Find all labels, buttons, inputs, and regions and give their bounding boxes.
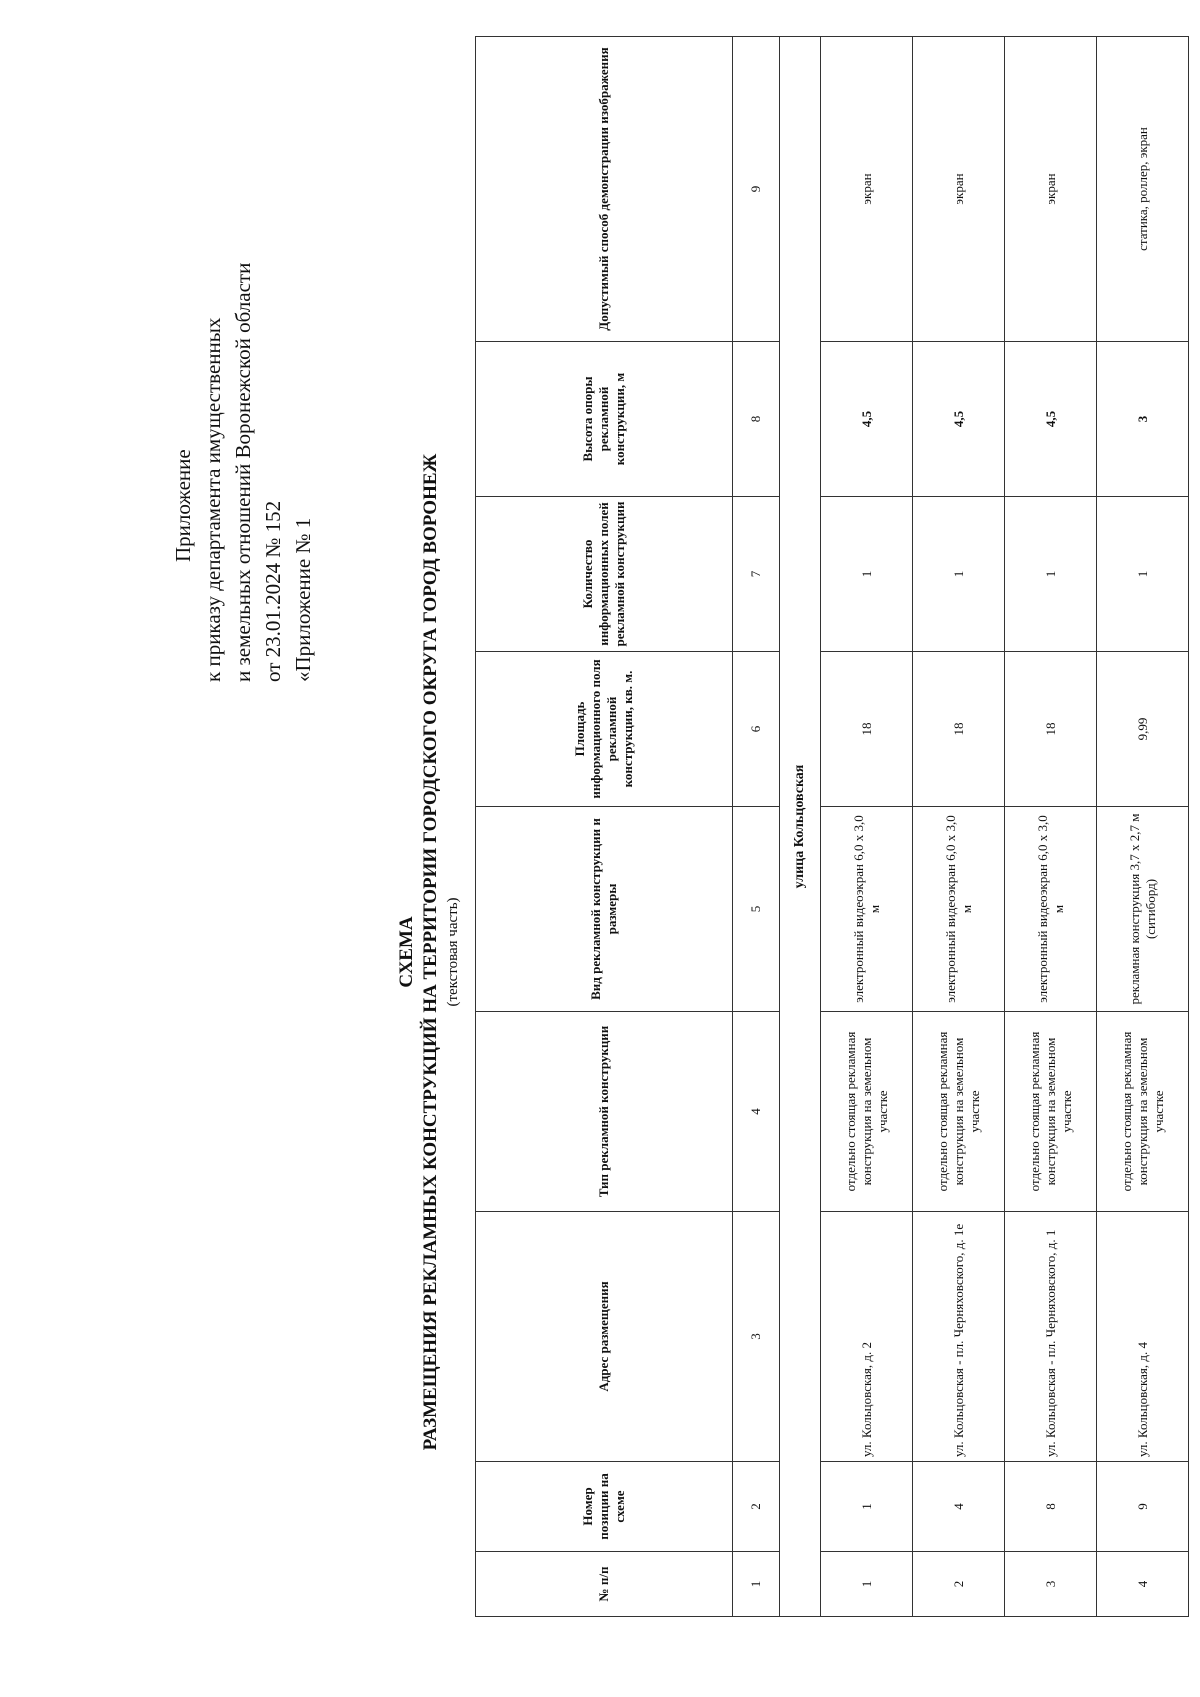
column-number: 4 [733, 1012, 780, 1212]
header-cell: Допустимый способ демонстрации изображения [476, 37, 733, 342]
row-fields: 1 [913, 497, 1005, 652]
row-height: 4,5 [913, 342, 1005, 497]
row-display: экран [821, 37, 913, 342]
row-type: отдельно стоящая рекламная конструкция на земельном участке [821, 1012, 913, 1212]
section-title: улица Кольцовская [780, 37, 821, 1617]
header-cell: Тип рекламной конструкции [476, 1012, 733, 1212]
appendix-line: от 23.01.2024 № 152 [261, 500, 285, 682]
row-type: отдельно стоящая рекламная конструкция на земельном участке [1097, 1012, 1189, 1212]
row-index: 1 [821, 1552, 913, 1617]
row-display: экран [913, 37, 1005, 342]
header-cell: Вид рекламной конструкции и размеры [476, 807, 733, 1012]
row-area: 18 [821, 652, 913, 807]
row-kind: электронный видеоэкран 6,0 х 3,0 м [913, 807, 1005, 1012]
row-address: ул. Кольцовская - пл. Черняховского, д. 1 [1005, 1212, 1097, 1462]
appendix-line: «Приложение № 1 [291, 517, 315, 682]
table-row [1005, 37, 1097, 1617]
row-position: 9 [1097, 1462, 1189, 1552]
heading-note: (текстовая часть) [445, 897, 461, 1007]
table-row [913, 37, 1005, 1617]
header-row [476, 37, 733, 1617]
appendix-line: Приложение [171, 449, 195, 562]
row-area: 9,99 [1097, 652, 1189, 807]
row-fields: 1 [821, 497, 913, 652]
row-position: 4 [913, 1462, 1005, 1552]
header-cell: № п/п [476, 1552, 733, 1617]
row-kind: электронный видеоэкран 6,0 х 3,0 м [821, 807, 913, 1012]
column-number: 8 [733, 342, 780, 497]
column-number: 7 [733, 497, 780, 652]
row-fields: 1 [1005, 497, 1097, 652]
header-cell: Номер позиции на схеме [476, 1462, 733, 1552]
column-number: 6 [733, 652, 780, 807]
row-kind: электронный видеоэкран 6,0 х 3,0 м [1005, 807, 1097, 1012]
document-heading [395, 267, 463, 1637]
header-cell: Адрес размещения [476, 1212, 733, 1462]
row-height: 4,5 [1005, 342, 1097, 497]
column-number: 9 [733, 37, 780, 342]
column-number: 3 [733, 1212, 780, 1462]
row-area: 18 [913, 652, 1005, 807]
column-number: 1 [733, 1552, 780, 1617]
row-address: ул. Кольцовская, д. 4 [1097, 1212, 1189, 1462]
row-position: 8 [1005, 1462, 1097, 1552]
appendix-note [168, 122, 318, 682]
appendix-line: и земельных отношений Воронежской области [231, 262, 255, 682]
row-fields: 1 [1097, 497, 1189, 652]
heading-title: СХЕМА [396, 916, 417, 988]
section-row [780, 37, 821, 1617]
row-display: экран [1005, 37, 1097, 342]
row-index: 4 [1097, 1552, 1189, 1617]
row-height: 4,5 [821, 342, 913, 497]
heading-subtitle: РАЗМЕЩЕНИЯ РЕКЛАМНЫХ КОНСТРУКЦИЙ НА ТЕРРИТОРИИ ГОРОДСКОГО ОКРУГА ГОРОД ВОРОНЕЖ [420, 453, 441, 1451]
column-number: 5 [733, 807, 780, 1012]
row-index: 2 [913, 1552, 1005, 1617]
row-type: отдельно стоящая рекламная конструкция на земельном участке [1005, 1012, 1097, 1212]
appendix-line: к приказу департамента имущественных [201, 317, 225, 682]
column-number-row [733, 37, 780, 1617]
row-address: ул. Кольцовская - пл. Черняховского, д. 1е [913, 1212, 1005, 1462]
row-type: отдельно стоящая рекламная конструкция на земельном участке [913, 1012, 1005, 1212]
table-row [821, 37, 913, 1617]
header-cell: Площадь информационного поля рекламной конструкции, кв. м. [476, 652, 733, 807]
row-position: 1 [821, 1462, 913, 1552]
row-area: 18 [1005, 652, 1097, 807]
header-cell: Высота опоры рекламной конструкции, м [476, 342, 733, 497]
row-display: статика, роллер, экран [1097, 37, 1189, 342]
row-address: ул. Кольцовская, д. 2 [821, 1212, 913, 1462]
placement-table [475, 36, 1189, 1617]
table-row [1097, 37, 1189, 1617]
row-height: 3 [1097, 342, 1189, 497]
header-cell: Количество информационных полей рекламной конструкции [476, 497, 733, 652]
row-kind: рекламная конструкция 3,7 х 2,7 м (ситиборд) [1097, 807, 1189, 1012]
column-number: 2 [733, 1462, 780, 1552]
row-index: 3 [1005, 1552, 1097, 1617]
